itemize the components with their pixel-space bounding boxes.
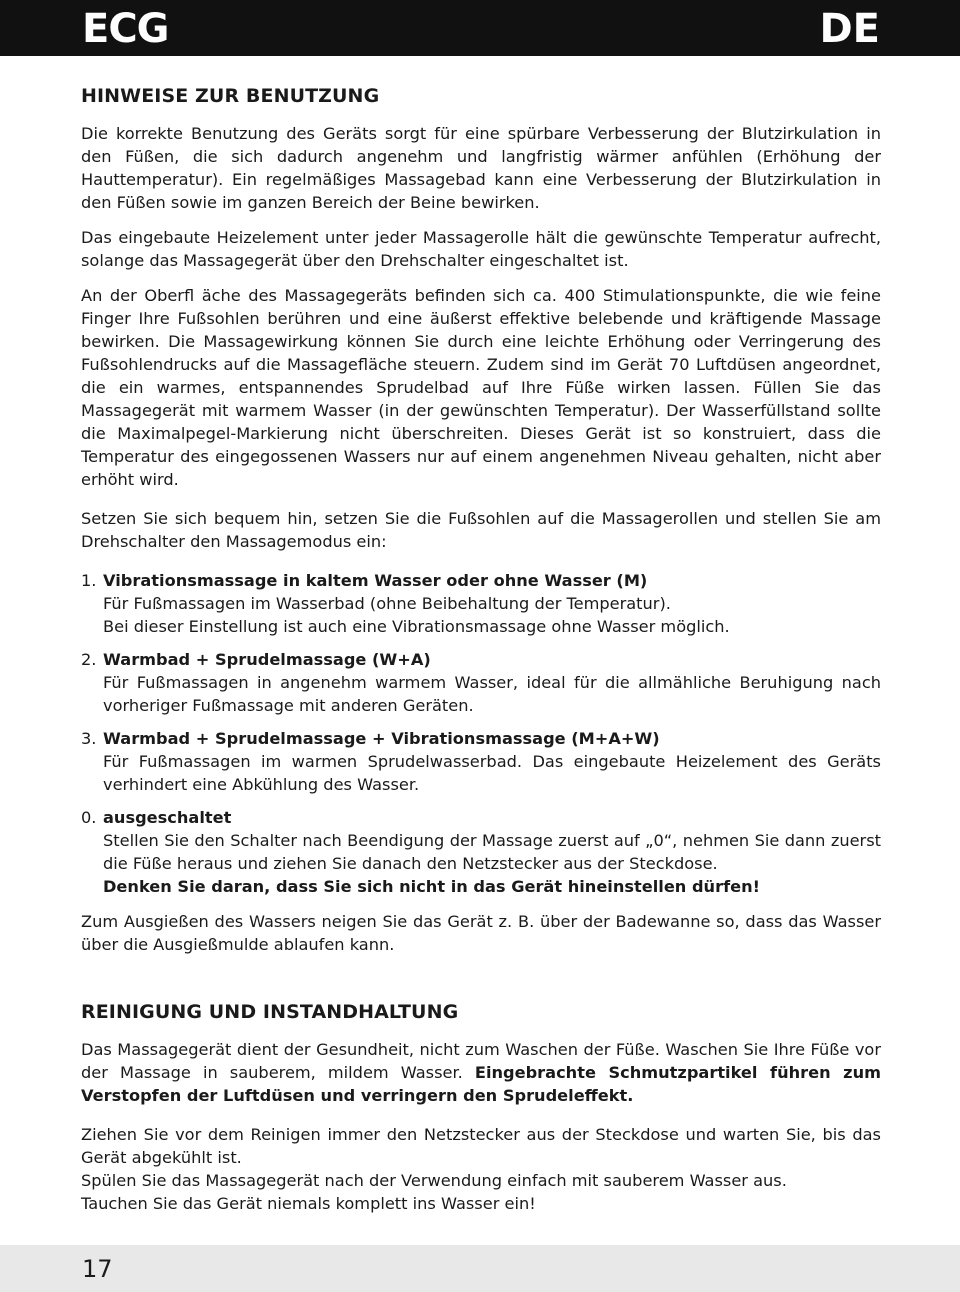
cleaning-paragraph-3: Spülen Sie das Massagegerät nach der Verwendung einfach mit sauberem Wasser aus. — [81, 1171, 787, 1190]
mode-text-2: Bei dieser Einstellung ist auch eine Vibrationsmassage ohne Wasser möglich. — [103, 617, 730, 636]
mode-warning: Denken Sie daran, dass Sie sich nicht in das Gerät hineinstellen dürfen! — [103, 877, 760, 896]
section-title-usage: HINWEISE ZUR BENUTZUNG — [81, 85, 380, 107]
cleaning-paragraph-1-text: Das Massagegerät dient der Gesundheit, nicht zum Waschen der Füße. Waschen Sie Ihre Füße vor der Massage in sauberem, mildem Wasser. — [81, 1040, 881, 1082]
language-code: DE — [819, 6, 880, 52]
usage-paragraph-5: Zum Ausgießen des Wassers neigen Sie das Gerät z. B. über der Badewanne so, dass das Wasser über die Ausgießmulde ablaufen kann. — [81, 912, 881, 954]
mode-text: Für Fußmassagen im Wasserbad (ohne Beibehaltung der Temperatur). — [103, 594, 671, 613]
mode-title: Vibrationsmassage in kaltem Wasser oder ohne Wasser (M) — [103, 571, 648, 590]
mode-item-3 — [81, 727, 881, 796]
section-title-cleaning: REINIGUNG UND INSTANDHALTUNG — [81, 1001, 459, 1023]
brand-logo: ECG — [82, 6, 169, 52]
cleaning-paragraph-1 — [81, 1038, 881, 1107]
cleaning-paragraph-1-bold: Eingebrachte Schmutzpartikel führen zum Verstopfen der Luftdüsen und verringern den Sprudeleffekt. — [81, 1063, 881, 1105]
mode-number: 1. — [81, 571, 97, 590]
mode-text: Für Fußmassagen im warmen Sprudelwasserbad. Das eingebaute Heizelement des Geräts verhindert eine Abkühlung des Wasser. — [103, 752, 881, 794]
mode-text: Für Fußmassagen in angenehm warmem Wasser, ideal für die allmähliche Beruhigung nach vorheriger Fußmassage mit anderen Geräten. — [103, 673, 881, 715]
usage-paragraph-2: Das eingebaute Heizelement unter jeder Massagerolle hält die gewünschte Temperatur aufrecht, solange das Massagegerät über den Drehschalter eingeschaltet ist. — [81, 228, 881, 270]
mode-number: 3. — [81, 729, 97, 748]
mode-title: Warmbad + Sprudelmassage (W+A) — [103, 650, 431, 669]
page-number: 17 — [82, 1255, 113, 1283]
mode-number: 0. — [81, 808, 97, 827]
mode-title: Warmbad + Sprudelmassage + Vibrationsmassage (M+A+W) — [103, 729, 660, 748]
cleaning-paragraph-4: Tauchen Sie das Gerät niemals komplett ins Wasser ein! — [81, 1194, 536, 1213]
footer-bar — [0, 1245, 960, 1292]
mode-title: ausgeschaltet — [103, 808, 232, 827]
mode-text: Stellen Sie den Schalter nach Beendigung der Massage zuerst auf „0“, nehmen Sie dann zuerst die Füße heraus und ziehen Sie danach den Netzstecker aus der Steckdose. — [103, 831, 881, 873]
usage-paragraph-4: Setzen Sie sich bequem hin, setzen Sie die Fußsohlen auf die Massagerollen und stellen Sie am Drehschalter den Massagemodus ein: — [81, 509, 881, 551]
header-bar — [0, 0, 960, 56]
mode-item-0 — [81, 806, 881, 898]
usage-paragraph-3: An der Oberfl äche des Massagegeräts befinden sich ca. 400 Stimulationspunkte, die wie feine Finger Ihre Fußsohlen berühren und eine äußerst effektive belebende und kräftigende Massage bewirken. Die Massagewirkung können Sie durch eine leichte Erhöhung oder Verringerung des Fußsohlendrucks auf die Massagefläche steuern. Zudem sind im Gerät 70 Luftdüsen angeordnet, die ein warmes, entspannendes Sprudelbad auf Ihre Füße wirken lassen. Füllen Sie das Massagegerät mit warmem Wasser (in der gewünschten Temperatur). Der Wasserfüllstand sollte die Maximalpegel-Markierung nicht überschreiten. Dieses Gerät ist so konstruiert, dass die Temperatur des eingegossenen Wassers nur auf einem angenehmen Niveau gehalten, nicht aber erhöht wird. — [81, 286, 881, 489]
mode-number: 2. — [81, 650, 97, 669]
mode-item-1 — [81, 569, 881, 638]
cleaning-paragraph-2: Ziehen Sie vor dem Reinigen immer den Netzstecker aus der Steckdose und warten Sie, bis das Gerät abgekühlt ist. — [81, 1125, 881, 1167]
usage-paragraph-1: Die korrekte Benutzung des Geräts sorgt für eine spürbare Verbesserung der Blutzirkulation in den Füßen, die sich dadurch angenehm und langfristig wärmer anfühlen (Erhöhung der Hauttemperatur). Ein regelmäßiges Massagebad kann eine Verbesserung der Blutzirkulation in den Füßen sowie im ganzen Bereich der Beine bewirken. — [81, 124, 881, 212]
page-content — [81, 82, 881, 1215]
mode-item-2 — [81, 648, 881, 717]
